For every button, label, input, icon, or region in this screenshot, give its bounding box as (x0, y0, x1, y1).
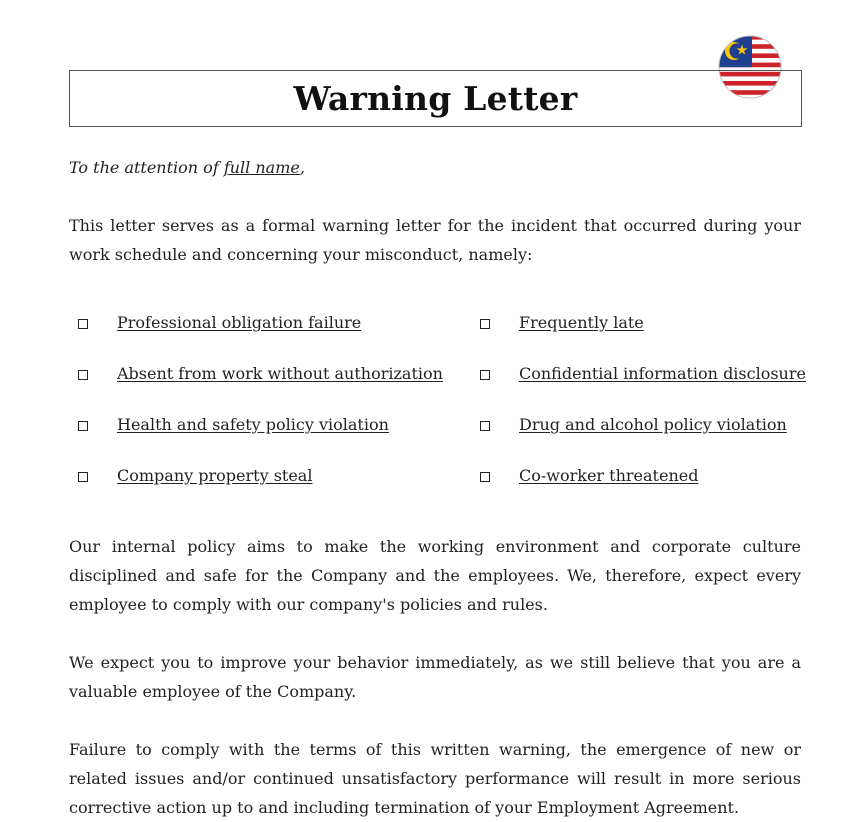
checkbox[interactable] (480, 370, 490, 380)
policy-paragraph: Our internal policy aims to make the working environment and corporate culture disciplined and safe for the Company and the employees. We, therefore, expect every employee to comply with our company's policies and rules. (69, 537, 801, 614)
checklist-item-label: Absent from work without authorization (117, 363, 443, 383)
checklist-item[interactable] (480, 412, 787, 436)
checklist-item[interactable] (78, 361, 443, 385)
recipient-name-field[interactable]: full name (223, 158, 300, 177)
checkbox[interactable] (78, 319, 88, 329)
intro-paragraph: This letter serves as a formal warning letter for the incident that occurred during your work schedule and concerning your misconduct, namely: (69, 216, 801, 264)
attention-prefix: To the attention of (69, 158, 224, 177)
expectation-paragraph: We expect you to improve your behavior immediately, as we still believe that you are a valuable employee of the Company. (69, 653, 801, 701)
checklist-item-label: Confidential information disclosure (519, 363, 806, 383)
checklist-item-label: Company property steal (117, 465, 313, 485)
checkbox[interactable] (480, 319, 490, 329)
checklist-item[interactable] (480, 361, 806, 385)
checkbox[interactable] (78, 370, 88, 380)
title-box (69, 70, 802, 127)
page-title: Warning Letter (293, 79, 578, 118)
failure-paragraph: Failure to comply with the terms of this written warning, the emergence of new or related issues and/or continued unsatisfactory performance will result in more serious corrective action up to and including termination of your Employment Agreement. (69, 740, 801, 817)
checkbox[interactable] (78, 472, 88, 482)
checklist-item[interactable] (78, 463, 312, 487)
checkbox[interactable] (480, 472, 490, 482)
checklist-item[interactable] (78, 412, 389, 436)
checkbox[interactable] (480, 421, 490, 431)
checklist-item-label: Drug and alcohol policy violation (519, 414, 787, 434)
checklist-item[interactable] (480, 463, 698, 487)
checklist-item[interactable] (78, 310, 361, 334)
checklist-item[interactable] (480, 310, 644, 334)
checklist-item-label: Professional obligation failure (117, 312, 362, 332)
checklist-item-label: Frequently late (519, 312, 644, 332)
checklist-item-label: Co-worker threatened (519, 465, 699, 485)
attention-line (69, 156, 305, 180)
checklist-item-label: Health and safety policy violation (117, 414, 389, 434)
checkbox[interactable] (78, 421, 88, 431)
attention-suffix: , (299, 158, 305, 177)
